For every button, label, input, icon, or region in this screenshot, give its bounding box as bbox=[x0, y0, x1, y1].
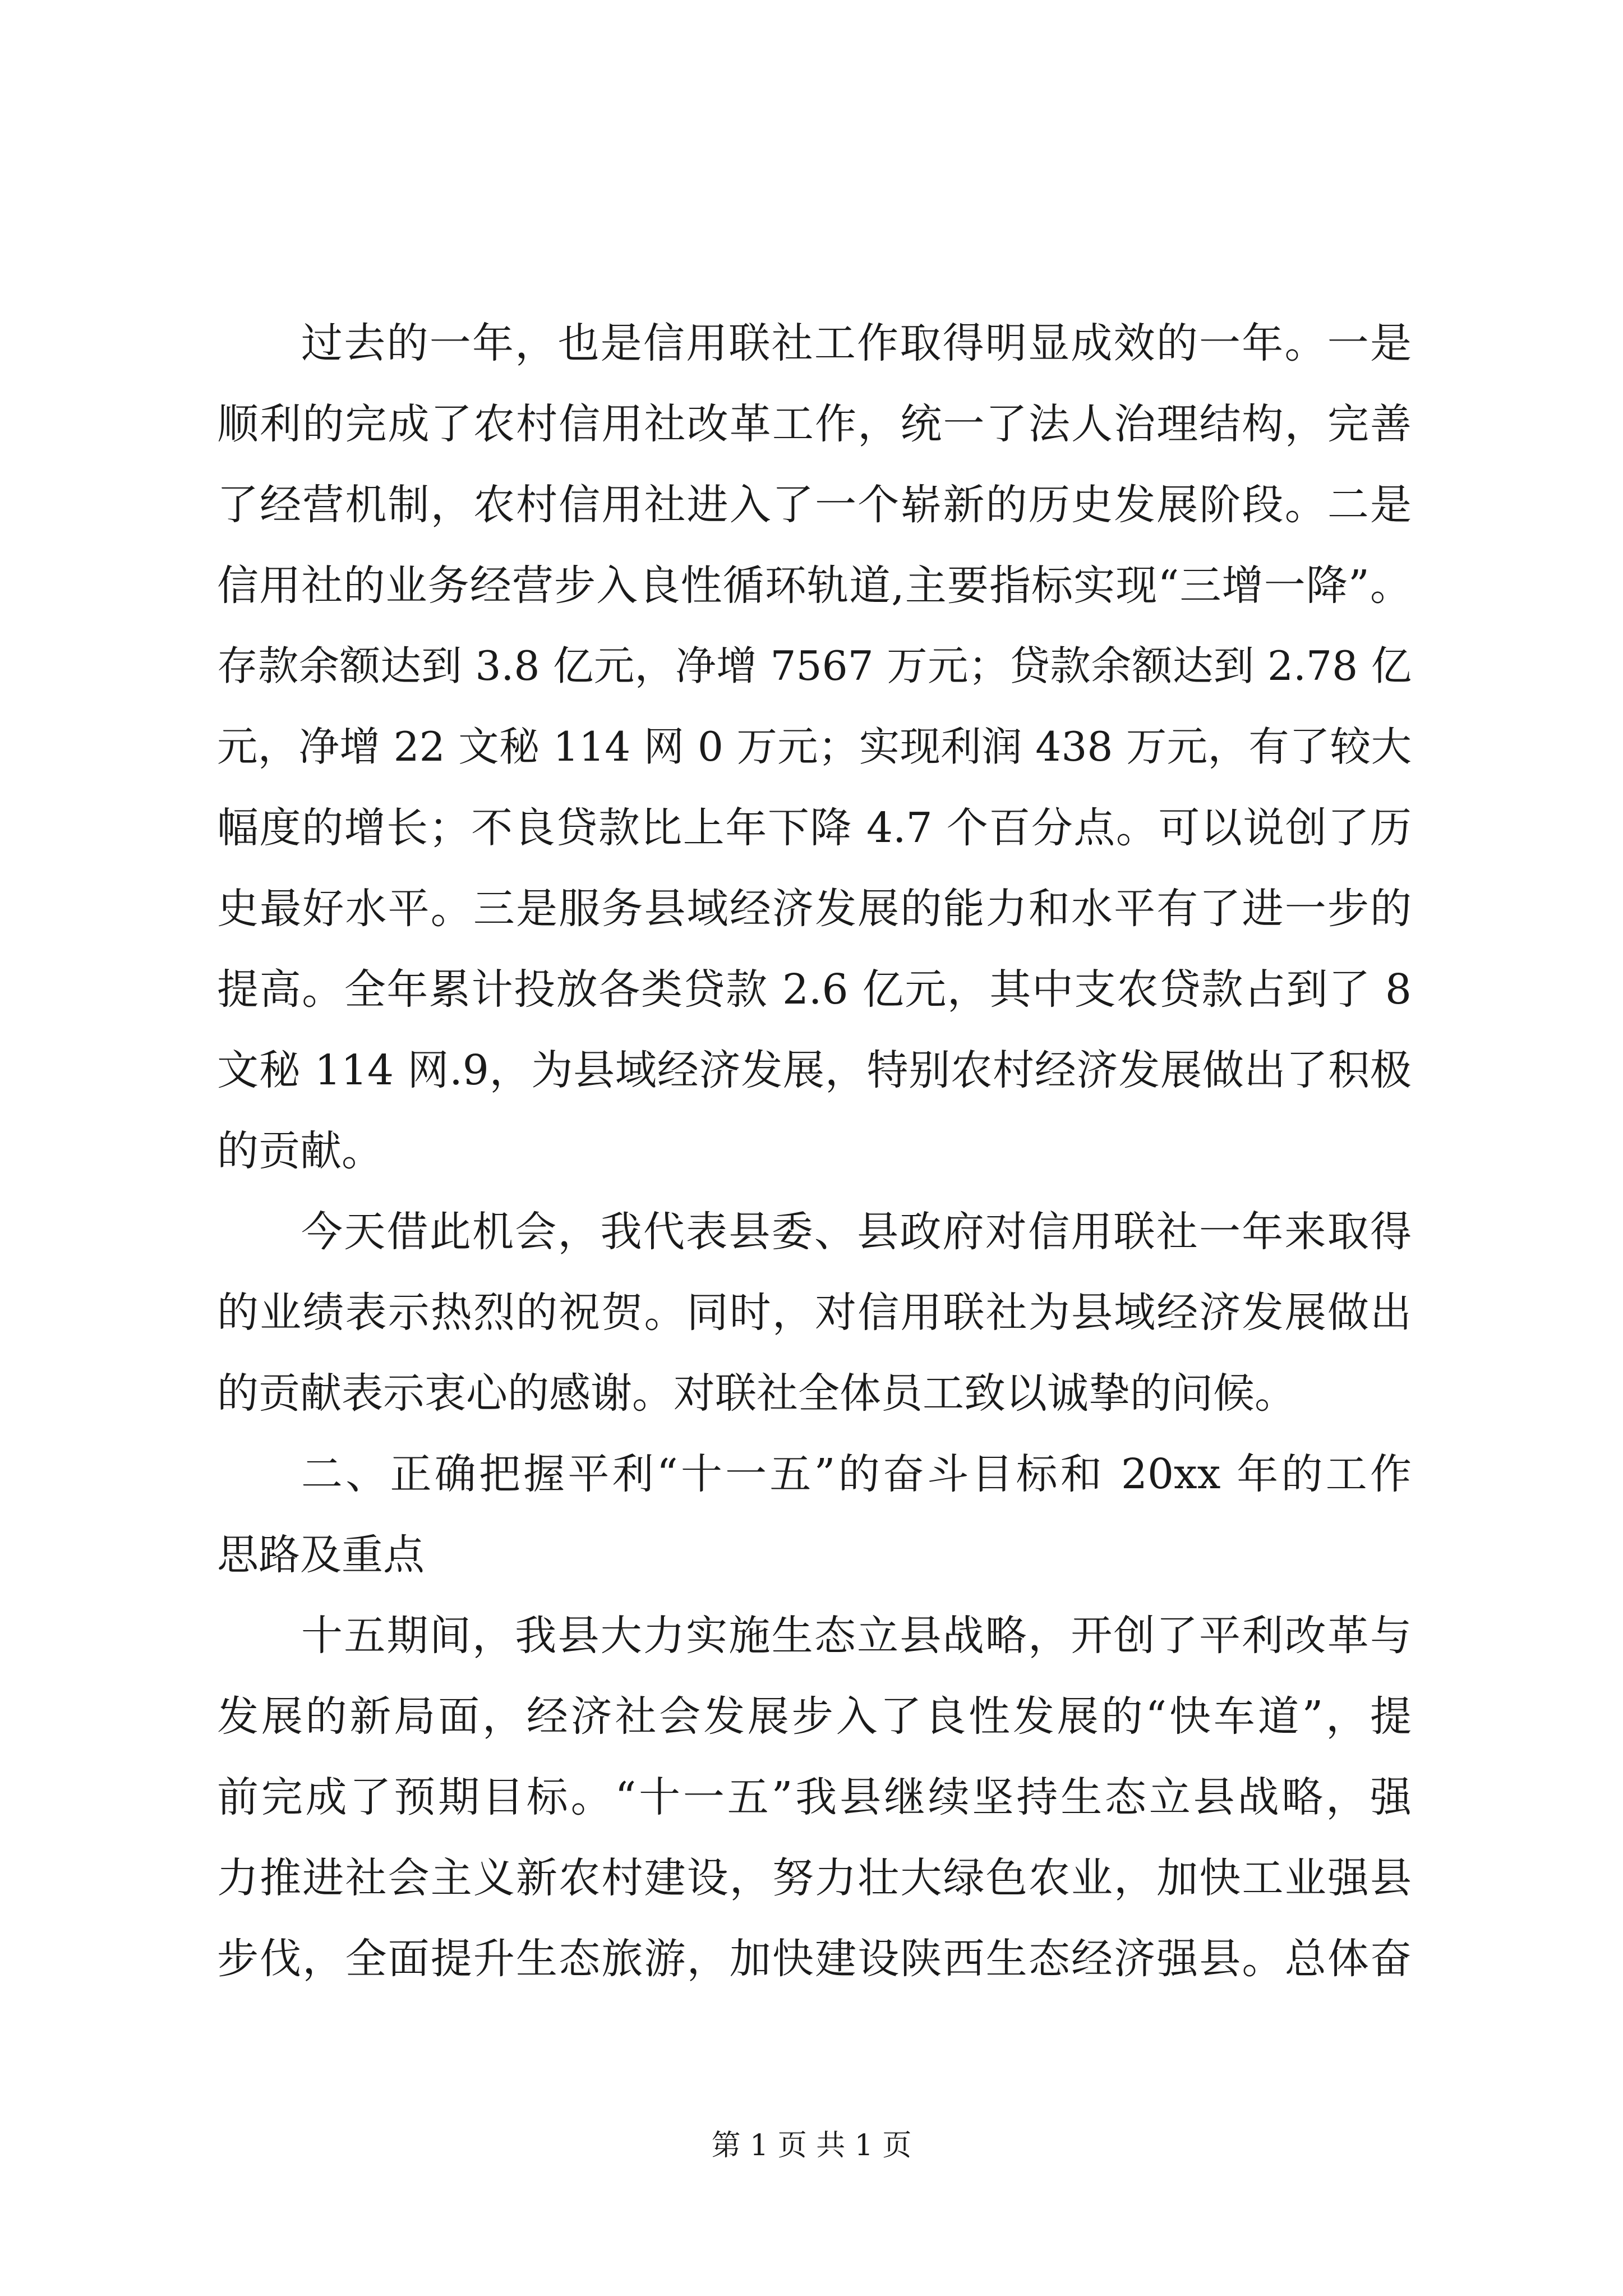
text-line: 发展的新局面，经济社会发展步入了良性发展的“快车道”，提 bbox=[217, 1692, 1412, 1741]
text-line: 的贡献表示衷心的感谢。对联社全体员工致以诚挚的问候。 bbox=[217, 1369, 1296, 1418]
text-line: 文秘 114 网.9，为县域经济发展，特别农村经济发展做出了积极 bbox=[217, 1046, 1412, 1094]
text-line: 史最好水平。三是服务县域经济发展的能力和水平有了进一步的 bbox=[217, 885, 1412, 933]
text-line: 二、正确把握平利“十一五”的奋斗目标和 20xx 年的工作 bbox=[301, 1450, 1412, 1498]
text-line: 步伐，全面提升生态旅游，加快建设陕西生态经济强县。总体奋 bbox=[217, 1935, 1412, 1983]
text-line: 的业绩表示热烈的祝贺。同时，对信用联社为县域经济发展做出 bbox=[217, 1289, 1412, 1337]
text-line: 前完成了预期目标。“十一五”我县继续坚持生态立县战略，强 bbox=[217, 1773, 1412, 1821]
text-line: 提高。全年累计投放各类贷款 2.6 亿元，其中支农贷款占到了 8 bbox=[217, 965, 1412, 1014]
body-text bbox=[217, 303, 1412, 1999]
text-line: 力推进社会主义新农村建设，努力壮大绿色农业，加快工业强县 bbox=[217, 1854, 1412, 1902]
text-line: 存款余额达到 3.8 亿元，净增 7567 万元；贷款余额达到 2.78 亿 bbox=[217, 643, 1412, 690]
text-line: 今天借此机会，我代表县委、县政府对信用联社一年来取得 bbox=[301, 1208, 1412, 1256]
text-line: 十五期间，我县大力实施生态立县战略，开创了平利改革与 bbox=[301, 1612, 1412, 1660]
text-line: 了经营机制，农村信用社进入了一个崭新的历史发展阶段。二是 bbox=[217, 481, 1412, 529]
text-line: 信用社的业务经营步入良性循环轨道,主要指标实现“三增一降”。 bbox=[217, 562, 1412, 610]
text-line: 思路及重点 bbox=[217, 1531, 425, 1579]
text-line: 幅度的增长；不良贷款比上年下降 4.7 个百分点。可以说创了历 bbox=[217, 804, 1412, 852]
text-line: 过去的一年，也是信用联社工作取得明显成效的一年。一是 bbox=[301, 319, 1412, 367]
text-line: 元，净增 22 文秘 114 网 0 万元；实现利润 438 万元，有了较大 bbox=[217, 724, 1412, 771]
page-footer: 第 1 页 共 1 页 bbox=[711, 2129, 912, 2162]
text-line: 的贡献。 bbox=[217, 1127, 383, 1175]
text-line: 顺利的完成了农村信用社改革工作，统一了法人治理结构，完善 bbox=[217, 400, 1412, 448]
